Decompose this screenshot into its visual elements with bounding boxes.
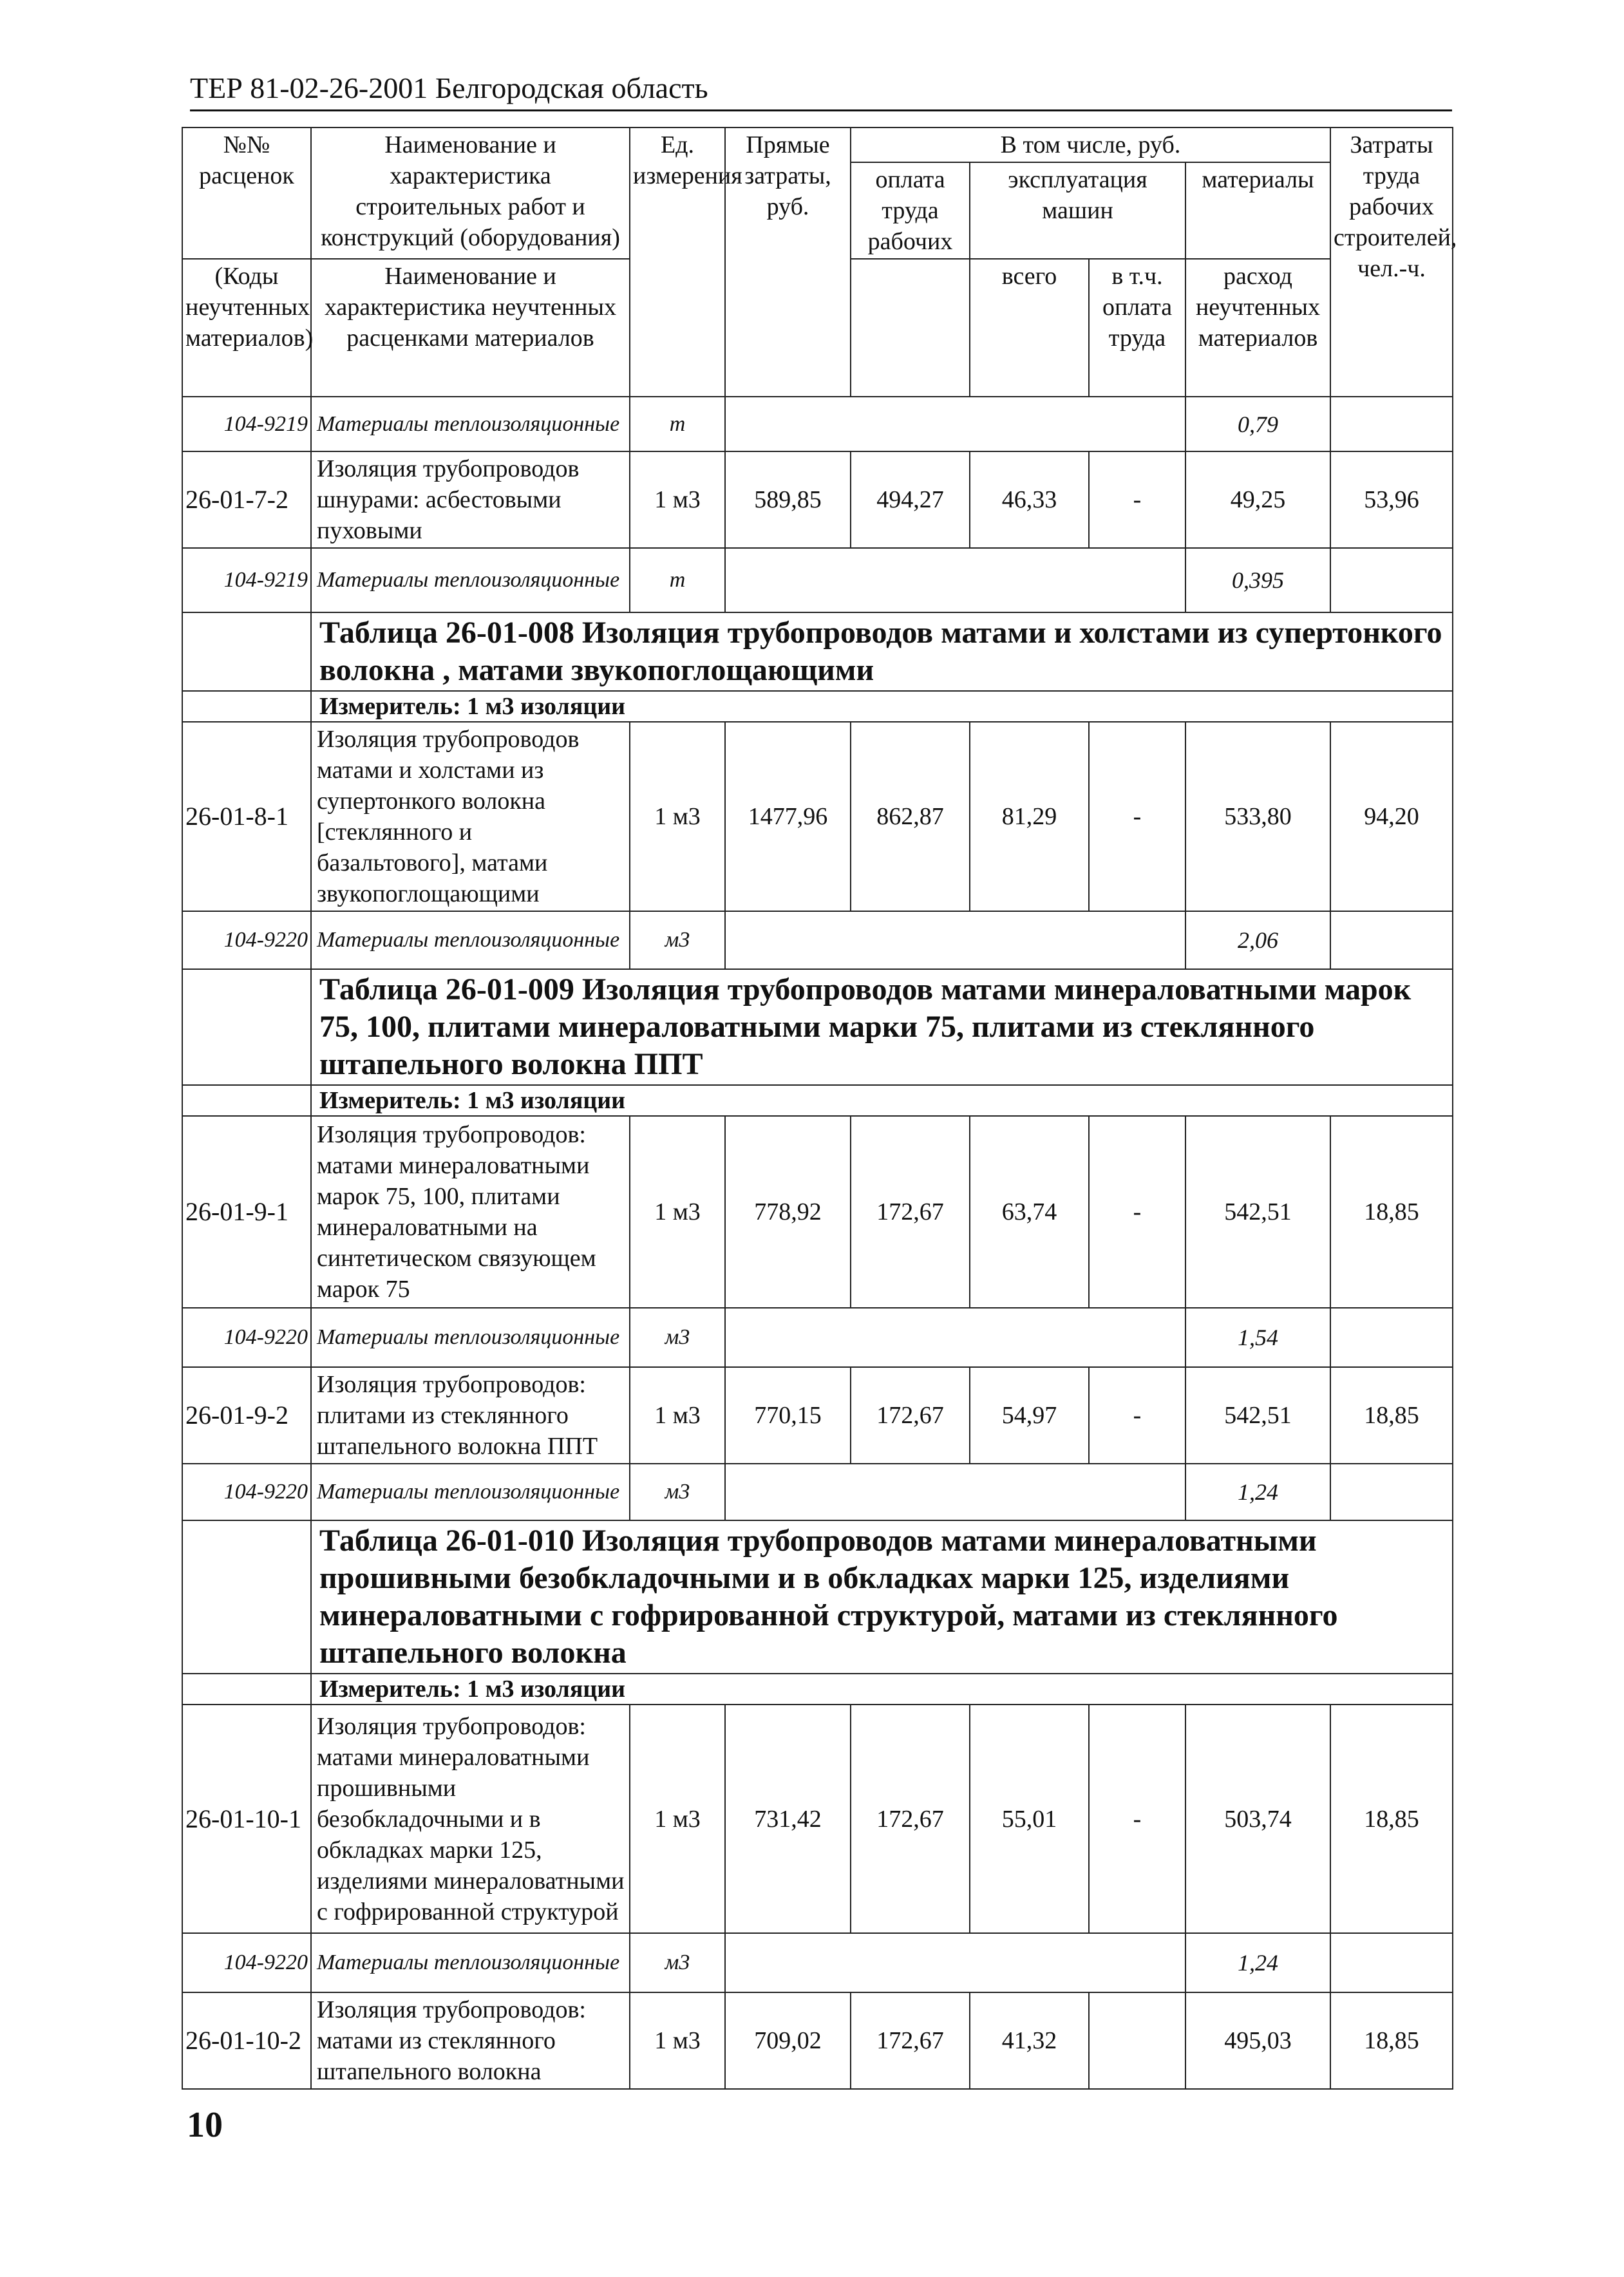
rate-mach-wages: - xyxy=(1089,722,1185,911)
material-code: 104-9220 xyxy=(182,1308,311,1367)
material-consumption: 0,395 xyxy=(1185,548,1330,612)
rate-materials: 533,80 xyxy=(1185,722,1330,911)
rate-mach-total: 54,97 xyxy=(970,1367,1089,1464)
material-labor-empty xyxy=(1330,1308,1453,1367)
rate-mach-wages: - xyxy=(1089,1367,1185,1464)
material-name: Материалы теплоизоляционные xyxy=(311,1308,630,1367)
rate-wages: 172,67 xyxy=(851,1992,970,2089)
caption-left-empty xyxy=(182,612,311,691)
page-number: 10 xyxy=(187,2105,223,2145)
rate-direct: 778,92 xyxy=(725,1116,851,1308)
table-caption: Таблица 26-01-009 Изоляция трубопроводов матами минераловатными марок 75, 100, плитами минераловатными марки 75, плитами из стеклянного штапельного волокна ППТ xyxy=(311,969,1453,1085)
col-wages-empty xyxy=(851,259,970,397)
page-header: ТЕР 81-02-26-2001 Белгородская область xyxy=(190,71,708,104)
table-measure: Измеритель: 1 м3 изоляции xyxy=(311,1085,1453,1116)
rate-code: 26-01-7-2 xyxy=(182,451,311,548)
col-wages-header: оплата труда рабочих xyxy=(851,162,970,259)
rate-mach-total: 46,33 xyxy=(970,451,1089,548)
price-table xyxy=(182,127,1457,2090)
measure-left-empty xyxy=(182,691,311,722)
material-code: 104-9220 xyxy=(182,1464,311,1520)
rate-materials: 49,25 xyxy=(1185,451,1330,548)
rate-direct: 770,15 xyxy=(725,1367,851,1464)
caption-left-empty xyxy=(182,1520,311,1674)
measure-left-empty xyxy=(182,1085,311,1116)
table-measure: Измеритель: 1 м3 изоляции xyxy=(311,691,1453,722)
material-unit: м3 xyxy=(630,1464,725,1520)
rate-mach-wages: - xyxy=(1089,451,1185,548)
rate-direct: 589,85 xyxy=(725,451,851,548)
col-mach-total-header: всего xyxy=(970,259,1089,397)
rate-name: Изоляция трубопроводов шнурами: асбестовыми пуховыми xyxy=(311,451,630,548)
rate-labor: 94,20 xyxy=(1330,722,1453,911)
material-labor-empty xyxy=(1330,397,1453,451)
rate-code: 26-01-10-1 xyxy=(182,1705,311,1933)
rate-mach-total: 63,74 xyxy=(970,1116,1089,1308)
rate-labor: 18,85 xyxy=(1330,1367,1453,1464)
table-caption: Таблица 26-01-008 Изоляция трубопроводов матами и холстами из супертонкого волокна , матами звукопоглощающими xyxy=(311,612,1453,691)
rate-wages: 172,67 xyxy=(851,1367,970,1464)
col-name-header: Наименование и характеристика строительных работ и конструкций (оборудования) xyxy=(311,128,630,259)
rate-materials: 495,03 xyxy=(1185,1992,1330,2089)
material-labor-empty xyxy=(1330,548,1453,612)
material-unit: м3 xyxy=(630,1933,725,1992)
material-name: Материалы теплоизоляционные xyxy=(311,548,630,612)
rate-unit: 1 м3 xyxy=(630,1992,725,2089)
rate-labor: 53,96 xyxy=(1330,451,1453,548)
material-labor-empty xyxy=(1330,1464,1453,1520)
col-mach-wages-header: в т.ч. оплата труда xyxy=(1089,259,1185,397)
rate-unit: 1 м3 xyxy=(630,1116,725,1308)
table-caption: Таблица 26-01-010 Изоляция трубопроводов матами минераловатными прошивными безобкладочными и в обкладках марки 125, изделиями минераловатными с гофрированной структурой, матами из стеклянного штапельного волокна xyxy=(311,1520,1453,1674)
material-code: 104-9219 xyxy=(182,397,311,451)
material-code: 104-9219 xyxy=(182,548,311,612)
caption-left-empty xyxy=(182,969,311,1085)
rate-wages: 494,27 xyxy=(851,451,970,548)
rate-wages: 862,87 xyxy=(851,722,970,911)
material-labor-empty xyxy=(1330,1933,1453,1992)
material-labor-empty xyxy=(1330,911,1453,969)
material-empty xyxy=(725,397,1185,451)
col-unit-header: Ед. измерения xyxy=(630,128,725,397)
col-name-unacc-header: Наименование и характеристика неучтенных расценками материалов xyxy=(311,259,630,397)
rate-code: 26-01-9-2 xyxy=(182,1367,311,1464)
rate-code: 26-01-8-1 xyxy=(182,722,311,911)
material-empty xyxy=(725,548,1185,612)
rate-name: Изоляция трубопроводов: матами минераловатными марок 75, 100, плитами минераловатными на синтетическом связующем марок 75 xyxy=(311,1116,630,1308)
rate-materials: 503,74 xyxy=(1185,1705,1330,1933)
rate-mach-wages: - xyxy=(1089,1705,1185,1933)
rate-materials: 542,51 xyxy=(1185,1116,1330,1308)
material-empty xyxy=(725,1308,1185,1367)
rate-name: Изоляция трубопроводов: плитами из стеклянного штапельного волокна ППТ xyxy=(311,1367,630,1464)
material-name: Материалы теплоизоляционные xyxy=(311,397,630,451)
col-direct-header: Прямые затраты, руб. xyxy=(725,128,851,397)
rate-unit: 1 м3 xyxy=(630,1705,725,1933)
rate-name: Изоляция трубопроводов матами и холстами из супертонкого волокна [стеклянного и базальтового], матами звукопоглощающими xyxy=(311,722,630,911)
material-empty xyxy=(725,1933,1185,1992)
material-empty xyxy=(725,911,1185,969)
rate-unit: 1 м3 xyxy=(630,1367,725,1464)
rate-mach-total: 55,01 xyxy=(970,1705,1089,1933)
rate-wages: 172,67 xyxy=(851,1116,970,1308)
material-name: Материалы теплоизоляционные xyxy=(311,1933,630,1992)
col-incl-header: В том числе, руб. xyxy=(851,128,1330,162)
material-unit: т xyxy=(630,548,725,612)
col-labor-header: Затраты труда рабочих строителей, чел.-ч. xyxy=(1330,128,1453,397)
material-unit: м3 xyxy=(630,1308,725,1367)
rate-labor: 18,85 xyxy=(1330,1116,1453,1308)
material-consumption: 1,54 xyxy=(1185,1308,1330,1367)
col-code-header: №№ расценок xyxy=(182,128,311,259)
col-mat-consumption-header: расход неучтенных материалов xyxy=(1185,259,1330,397)
rate-direct: 1477,96 xyxy=(725,722,851,911)
header-rule xyxy=(190,109,1452,111)
rate-code: 26-01-10-2 xyxy=(182,1992,311,2089)
rate-unit: 1 м3 xyxy=(630,451,725,548)
rate-unit: 1 м3 xyxy=(630,722,725,911)
rate-materials: 542,51 xyxy=(1185,1367,1330,1464)
material-unit: т xyxy=(630,397,725,451)
rate-name: Изоляция трубопроводов: матами из стеклянного штапельного волокна xyxy=(311,1992,630,2089)
material-consumption: 1,24 xyxy=(1185,1464,1330,1520)
rate-name: Изоляция трубопроводов: матами минераловатными прошивными безобкладочными и в обкладках марки 125, изделиями минераловатными с гофрированной структурой xyxy=(311,1705,630,1933)
material-code: 104-9220 xyxy=(182,1933,311,1992)
material-consumption: 2,06 xyxy=(1185,911,1330,969)
rate-mach-wages xyxy=(1089,1992,1185,2089)
material-consumption: 1,24 xyxy=(1185,1933,1330,1992)
rate-mach-total: 81,29 xyxy=(970,722,1089,911)
rate-mach-total: 41,32 xyxy=(970,1992,1089,2089)
material-unit: м3 xyxy=(630,911,725,969)
rate-labor: 18,85 xyxy=(1330,1705,1453,1933)
measure-left-empty xyxy=(182,1674,311,1705)
col-code-unacc-header: (Коды неучтенных материалов) xyxy=(182,259,311,397)
material-name: Материалы теплоизоляционные xyxy=(311,1464,630,1520)
rate-direct: 731,42 xyxy=(725,1705,851,1933)
rate-direct: 709,02 xyxy=(725,1992,851,2089)
col-machines-header: эксплуатация машин xyxy=(970,162,1185,259)
material-consumption: 0,79 xyxy=(1185,397,1330,451)
material-empty xyxy=(725,1464,1185,1520)
rate-wages: 172,67 xyxy=(851,1705,970,1933)
rate-code: 26-01-9-1 xyxy=(182,1116,311,1308)
material-code: 104-9220 xyxy=(182,911,311,969)
rate-mach-wages: - xyxy=(1089,1116,1185,1308)
table-measure: Измеритель: 1 м3 изоляции xyxy=(311,1674,1453,1705)
rate-labor: 18,85 xyxy=(1330,1992,1453,2089)
col-materials-header: материалы xyxy=(1185,162,1330,259)
material-name: Материалы теплоизоляционные xyxy=(311,911,630,969)
